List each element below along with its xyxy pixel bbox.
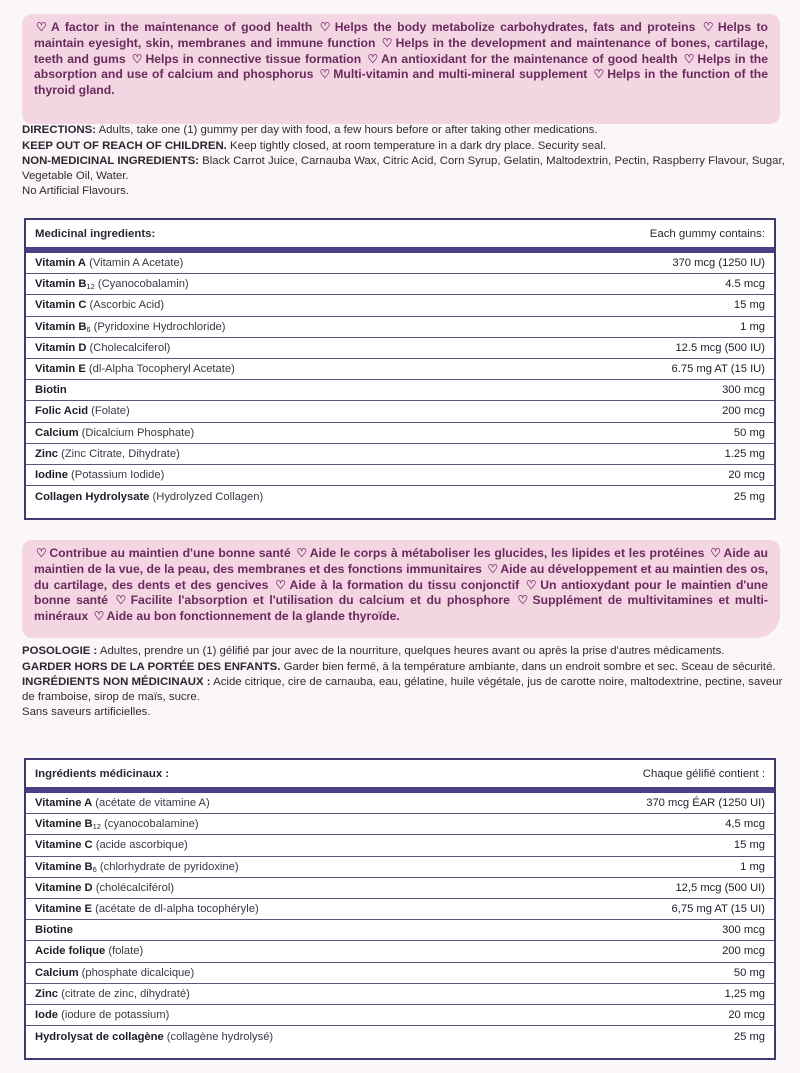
ingredient-source: (cyanocobalamine) [100,818,199,831]
ingredient-title: Zinc [35,447,58,460]
ingredient-name [35,924,73,936]
table-row [26,857,774,878]
ingredient-title: Folic Acid [35,405,89,418]
ingredient-amount: 12.5 mcg (500 IU) [675,341,765,354]
table-row [26,941,774,962]
ingredient-amount: 15 mg [733,839,765,852]
ingredient-source: (Ascorbic Acid) [86,299,165,312]
ingredient-amount: 50 mg [733,426,765,439]
ingredient-subscript: 12 [86,282,95,292]
ingredient-amount: 20 mcg [728,1008,765,1021]
ingredient-amount: 50 mg [733,966,765,979]
non-medicinal-ingredients-en: NON-MEDICINAL INGREDIENTS: Black Carrot Juice, Carnauba Wax, Citric Acid, Corn Syrup, Gelatin, Maltodextrin, Pectin, Raspberry Flavour, Sugar, Vegetable Oil, Water. [22,155,785,182]
ingredient-amount: 25 mg [733,1030,765,1043]
table-row [26,380,774,401]
ingredient-source: (dl-Alpha Tocopheryl Acetate) [85,363,235,376]
table-header [26,220,774,247]
check-heart-icon: ♡ [319,20,333,34]
table-row [26,878,774,899]
ingredient-name [35,363,235,375]
table-row [26,486,774,507]
ingredient-title: Biotin [35,384,67,397]
claim-text: Aide au maintien de la vue, de la peau, des membranes et des fonctions immunitaires [34,546,768,576]
ingredient-name [35,988,190,1000]
ingredient-amount: 370 mcg (1250 IU) [672,257,765,270]
ingredient-title: Vitamine A [35,797,93,810]
claim-text: Helps in the absorption and use of calcium and phosphorus [34,51,769,82]
ingredient-amount: 1 mg [740,860,765,873]
ingredient-amount: 200 mcg [722,405,765,418]
ingredient-amount: 1 mg [740,320,765,333]
ingredient-amount: 370 mcg ÉAR (1250 UI) [646,797,765,810]
ingredient-source: (Dicalcium Phosphate) [78,426,195,439]
ingredient-title: Calcium [35,966,79,979]
directions-fr: POSOLOGIE : Adultes, prendre un (1) gélifié par jour avec de la nourriture, quelques heures avant ou après la prise d'autres médicaments. [22,645,725,657]
table-row [26,963,774,984]
ingredient-subscript: 6 [86,324,91,334]
ingredient-name [35,861,239,873]
table-row [26,984,774,1005]
ingredient-amount: 300 mcg [722,924,765,937]
check-heart-icon: ♡ [36,20,50,34]
header-chaque-gelifie: Chaque gélifié contient : [642,768,765,780]
ingredient-name [35,1031,273,1043]
claim-text: Aide au bon fonctionnement de la glande thyroïde. [106,609,400,624]
ingredient-title: Vitamin B [35,320,87,333]
ingredient-title: Vitamin A [35,257,86,270]
ingredient-source: (cholécalciférol) [92,881,175,894]
ingredient-source: (chlorhydrate de pyridoxine) [96,860,239,873]
check-heart-icon: ♡ [710,546,722,560]
ingredient-title: Iodine [35,468,68,481]
ingredient-amount: 300 mcg [722,384,765,397]
claim-text: Supplément de multivitamines et multi-minéraux [34,593,768,624]
claims-box-fr [22,540,780,638]
ingredient-name [35,321,226,333]
table-row [26,401,774,422]
claim-text: Helps the body metabolize carbohydrates, fats and proteins [334,20,696,34]
ingredient-title: Acide folique [35,945,106,958]
ingredient-amount: 6.75 mg AT (15 IU) [671,363,765,376]
ingredient-name [35,299,164,311]
table-header [26,760,774,787]
ingredient-source: (Folate) [88,405,130,418]
check-heart-icon: ♡ [525,577,539,592]
ingredient-name [35,427,194,439]
check-heart-icon: ♡ [683,51,696,66]
check-heart-icon: ♡ [319,67,332,82]
ingredient-name [35,797,210,809]
table-row [26,920,774,941]
ingredient-name [35,448,180,460]
warning-fr: GARDER HORS DE LA PORTÉE DES ENFANTS. Garder bien fermé, à la température ambiante, dans un endroit sombre et sec. Sceau de sécurité. [22,660,776,673]
check-heart-icon: ♡ [131,51,144,66]
ingredient-amount: 25 mg [733,490,765,503]
check-heart-icon: ♡ [115,593,129,608]
info-section-en [22,123,787,205]
no-artificial-fr: Sans saveurs artificielles. [22,706,151,719]
ingredient-name [35,945,143,957]
ingredient-source: (Hydrolyzed Collagen) [149,490,264,503]
claim-text: Aide au développement et au maintien des os, du cartilage, des dents et des gencives [34,561,768,592]
ingredient-name [35,384,67,396]
ingredient-name [35,405,130,417]
check-heart-icon: ♡ [367,51,380,66]
ingredient-title: Zinc [35,987,58,1000]
table-row [26,274,774,295]
table-row [26,359,774,380]
medicinal-ingredients-table-en [24,218,776,520]
ingredient-amount: 1.25 mg [724,447,765,460]
directions-en: DIRECTIONS: Adults, take one (1) gummy per day with food, a few hours before or after taking other medications. [22,124,598,136]
table-row [26,1005,774,1026]
table-row [26,814,774,835]
claim-text: A factor in the maintenance of good health [51,20,313,34]
ingredient-source: (acétate de dl-alpha tocophéryle) [92,903,259,916]
claim-text: Helps to maintain eyesight, skin, membranes and immune function [34,20,768,50]
medicinal-ingredients-table-fr [24,758,776,1060]
claim-text: An antioxidant for the maintenance of good health [381,51,678,66]
non-medicinal-ingredients-fr: INGRÉDIENTS NON MÉDICINAUX : Acide citrique, cire de carnauba, eau, gélatine, huile végétale, jus de carotte noire, maltodextrine, pectine, saveur de framboise, sirop de maïs, sucre. [22,676,783,703]
ingredient-name [35,342,170,354]
table-row [26,1026,774,1047]
ingredient-source: (citrate de zinc, dihydraté) [58,987,190,1000]
ingredient-title: Vitamine B [35,818,93,831]
ingredient-title: Vitamin E [35,363,86,376]
ingredient-source: (Zinc Citrate, Dihydrate) [58,447,180,460]
ingredient-name [35,278,189,290]
ingredient-source: (collagène hydrolysé) [163,1030,274,1043]
ingredient-name [35,469,164,481]
table-row [26,338,774,359]
table-row [26,253,774,274]
ingredient-title: Vitamin C [35,299,87,312]
table-row [26,317,774,338]
ingredient-source: (Vitamin A Acetate) [85,257,184,270]
ingredient-subscript: 12 [92,822,101,832]
ingredient-title: Vitamine C [35,839,93,852]
ingredient-amount: 1,25 mg [724,987,765,1000]
claims-box-en [22,14,780,124]
ingredient-title: Vitamine E [35,903,92,916]
check-heart-icon: ♡ [702,20,716,34]
ingredient-source: (iodure de potassium) [58,1008,170,1021]
ingredient-name [35,257,183,269]
ingredient-source: (acide ascorbique) [92,839,188,852]
ingredient-name [35,967,194,979]
check-heart-icon: ♡ [517,593,531,608]
check-heart-icon: ♡ [593,67,606,82]
check-heart-icon: ♡ [487,561,499,576]
ingredient-amount: 15 mg [733,299,765,312]
claim-text: Helps in the function of the thyroid gland. [34,67,769,98]
ingredient-name [35,903,259,915]
ingredient-title: Collagen Hydrolysate [35,490,150,503]
ingredient-title: Vitamin B [35,278,87,291]
ingredient-subscript: 6 [92,864,97,874]
ingredient-name [35,1009,169,1021]
header-ingredients-medicinaux: Ingrédients médicinaux : [35,768,170,780]
table-row [26,444,774,465]
ingredient-source: (Cyanocobalamin) [94,278,189,291]
check-heart-icon: ♡ [275,577,288,592]
claim-text: Facilite l'absorption et l'utilisation du calcium et du phosphore [130,593,510,608]
ingredient-name [35,882,174,894]
claim-text: Un antioxydant pour le maintien d'une bonne santé [34,577,768,608]
ingredient-amount: 12,5 mcg (500 UI) [675,881,765,894]
info-section-fr [22,644,787,726]
claim-text: Contribue au maintien d'une bonne santé [49,546,291,560]
table-row [26,295,774,316]
table-row [26,423,774,444]
ingredient-title: Vitamine D [35,881,93,894]
ingredient-title: Hydrolysat de collagène [35,1030,164,1043]
ingredient-title: Calcium [35,426,79,439]
ingredient-source: (phosphate dicalcique) [78,966,195,979]
claim-text: Aide le corps à métaboliser les glucides, les lipides et les protéines [309,546,705,560]
ingredient-title: Iode [35,1008,58,1021]
no-artificial-en: No Artificial Flavours. [22,185,129,198]
check-heart-icon: ♡ [381,35,394,50]
claim-text: Helps in the development and maintenance of bones, cartilage, teeth and gums [34,35,769,66]
claim-text: Aide à la formation du tissu conjonctif [289,577,520,592]
ingredient-source: (Potassium Iodide) [67,468,165,481]
ingredient-amount: 20 mcg [728,468,765,481]
ingredient-name [35,818,199,830]
ingredient-source: (Cholecalciferol) [86,341,171,354]
check-heart-icon: ♡ [36,546,48,560]
ingredient-source: (Pyridoxine Hydrochloride) [90,320,226,333]
header-each-gummy: Each gummy contains: [649,228,765,240]
claim-text: Helps in connective tissue formation [145,51,362,66]
ingredient-title: Vitamine B [35,860,93,873]
ingredient-amount: 200 mcg [722,945,765,958]
ingredient-source: (acétate de vitamine A) [92,797,210,810]
table-row [26,835,774,856]
ingredient-amount: 4.5 mcg [725,278,765,291]
ingredient-title: Biotine [35,924,73,937]
check-heart-icon: ♡ [93,609,105,624]
ingredient-source: (folate) [105,945,144,958]
ingredient-name [35,839,188,851]
check-heart-icon: ♡ [296,546,308,560]
ingredient-amount: 6,75 mg AT (15 UI) [671,903,765,916]
header-medicinal-ingredients: Medicinal ingredients: [35,228,156,240]
table-row [26,793,774,814]
table-row [26,465,774,486]
ingredient-name [35,491,263,503]
warning-en: KEEP OUT OF REACH OF CHILDREN. Keep tightly closed, at room temperature in a dark dry place. Security seal. [22,139,607,152]
table-row [26,899,774,920]
ingredient-title: Vitamin D [35,341,87,354]
ingredient-amount: 4,5 mcg [725,818,765,831]
claim-text: Multi-vitamin and multi-mineral supplement [333,67,588,82]
